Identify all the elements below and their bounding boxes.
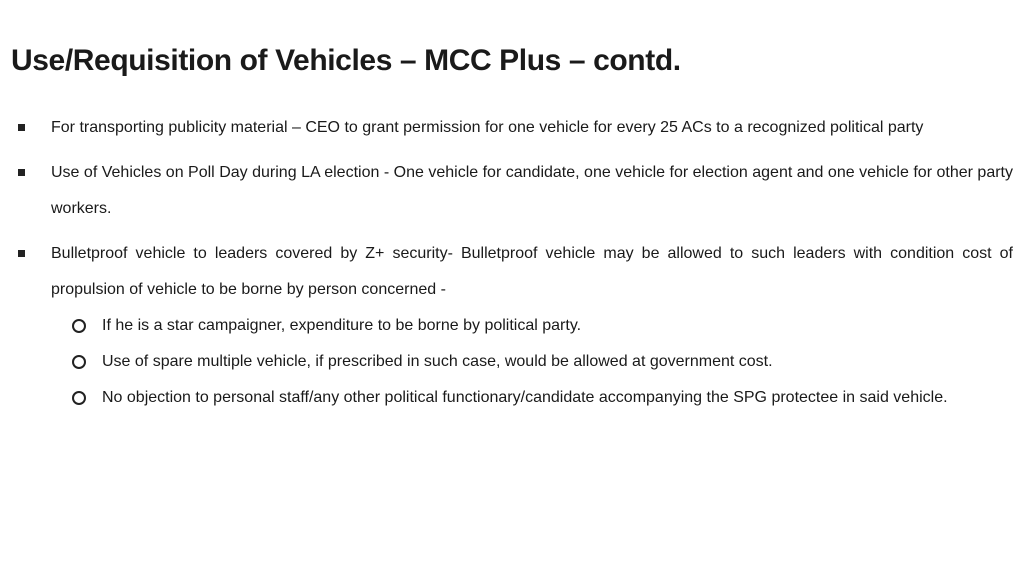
bullet-list [0, 110, 1024, 416]
sub-bullet-item [51, 380, 1013, 416]
bullet-text: Bulletproof vehicle to leaders covered by Z+ security- Bulletproof vehicle may be allowed to such leaders with condition cost of propulsion of vehicle to be borne by person concerned - [51, 245, 1013, 298]
bullet-item [0, 236, 1024, 416]
slide-title: Use/Requisition of Vehicles – MCC Plus – contd. [11, 44, 681, 77]
sub-bullet-text: No objection to personal staff/any other political functionary/candidate accompanying the SPG protectee in said vehicle. [102, 389, 948, 406]
square-bullet-icon [18, 169, 25, 176]
bullet-text: Use of Vehicles on Poll Day during LA election - One vehicle for candidate, one vehicle for election agent and one vehicle for other party workers. [51, 164, 1013, 217]
hollow-circle-bullet-icon [72, 391, 86, 405]
bullet-item [0, 155, 1024, 227]
sub-bullet-text: If he is a star campaigner, expenditure to be borne by political party. [102, 317, 582, 334]
sub-bullet-text: Use of spare multiple vehicle, if prescribed in such case, would be allowed at government cost. [102, 353, 773, 370]
hollow-circle-bullet-icon [72, 319, 86, 333]
square-bullet-icon [18, 250, 25, 257]
sub-bullet-item [51, 344, 1013, 380]
hollow-circle-bullet-icon [72, 355, 86, 369]
bullet-text: For transporting publicity material – CEO to grant permission for one vehicle for every 25 ACs to a recognized political party [51, 119, 924, 136]
sub-bullet-list [51, 308, 1013, 416]
bullet-item [0, 110, 1024, 146]
square-bullet-icon [18, 124, 25, 131]
sub-bullet-item [51, 308, 1013, 344]
